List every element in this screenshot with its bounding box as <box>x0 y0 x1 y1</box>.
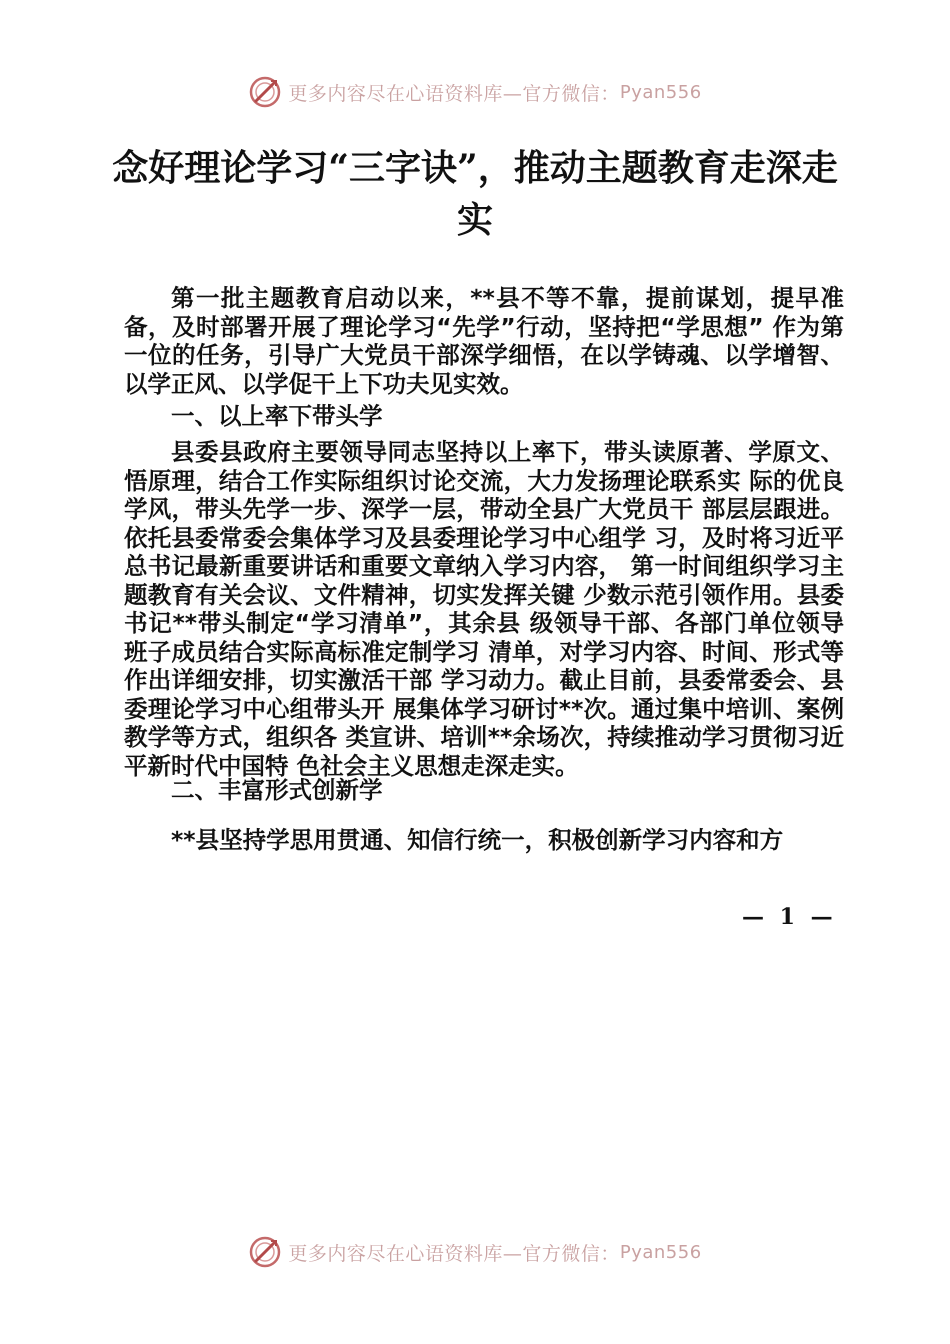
watermark-handle: Pyan556 <box>619 1241 702 1263</box>
page-number: — 1 — <box>742 904 837 930</box>
brand-logo-icon <box>248 75 282 109</box>
watermark-footer <box>0 1232 950 1272</box>
paragraph-section-1: 县委县政府主要领导同志坚持以上率下，带头读原著、学原文、悟原理，结合工作实际组织讨论交流，大力发扬理论联系实 际的优良学风，带头先学一步、深学一层，带动全县广大党员干 部层层跟进。依托县委常委会集体学习及县委理论学习中心组学 习，及时将习近平总书记最新重要讲话和重要文章纳入学习内容， 第一时间组织学习主题教育有关会议、文件精神，切实发挥关键 少数示范引领作用。县委书记**带头制定“学习清单”，其余县 级领导干部、各部门单位领导班子成员结合实际高标准定制学习 清单，对学习内容、时间、形式等作出详细安排，切实激活干部 学习动力。截止目前，县委常委会、县委理论学习中心组带头开 展集体学习研讨**次。通过集中培训、案例教学等方式，组织各 类宣讲、培训**余场次，持续推动学习贯彻习近平新时代中国特 色社会主义思想走深走实。 <box>124 438 844 780</box>
watermark-header <box>0 72 950 112</box>
section-heading-2: 二、丰富形式创新学 <box>171 776 383 804</box>
watermark-handle: Pyan556 <box>619 81 702 103</box>
watermark-text: 更多内容尽在心语资料库—官方微信： <box>288 82 620 105</box>
paragraph-section-2: **县坚持学思用贯通、知信行统一，积极创新学习内容和方 <box>171 826 784 854</box>
section-heading-1: 一、以上率下带头学 <box>171 402 383 430</box>
paragraph-intro: 第一批主题教育启动以来，**县不等不靠，提前谋划，提早准备，及时部署开展了理论学习“先学”行动，坚持把“学思想” 作为第一位的任务，引导广大党员干部深学细悟，在以学铸魂、以学增智、以学正风、以学促干上下功夫见实效。 <box>124 284 844 398</box>
brand-logo-icon <box>248 1235 282 1269</box>
document-title: 念好理论学习“三字诀”，推动主题教育走深走实 <box>112 147 838 241</box>
watermark-text: 更多内容尽在心语资料库—官方微信： <box>288 1242 620 1265</box>
